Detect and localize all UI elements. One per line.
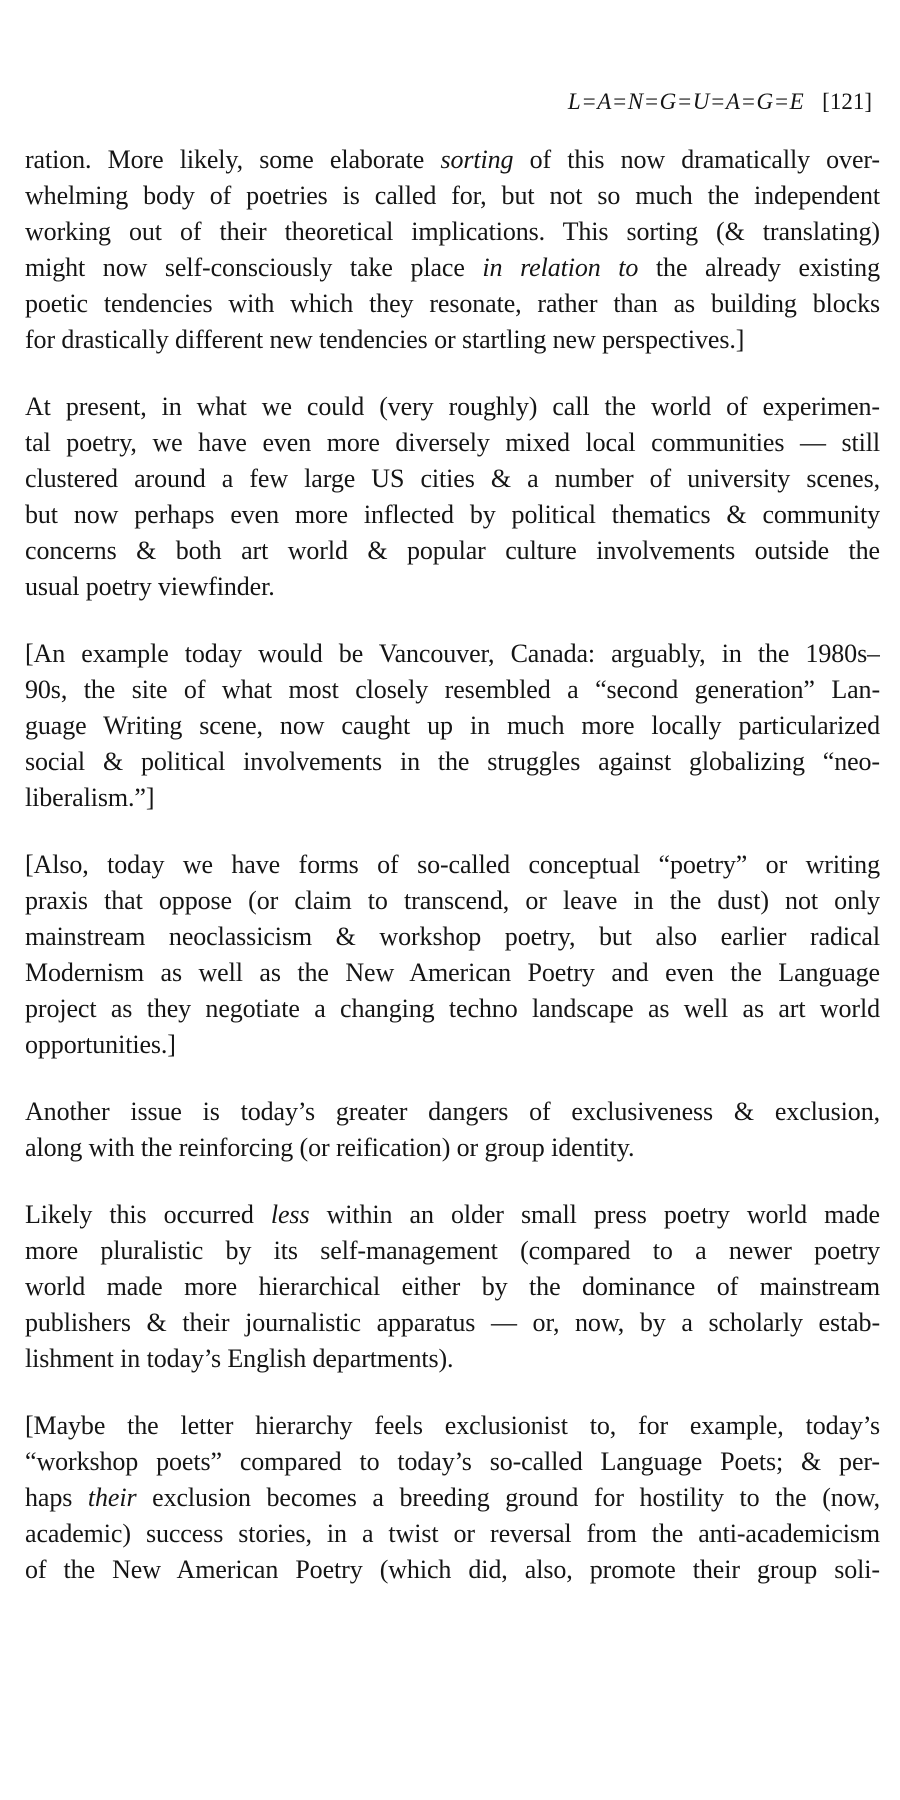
text-line	[25, 1027, 880, 1063]
text-segment: academic) success stories, in a twist or reversal from the anti-academicism	[25, 1519, 880, 1548]
text-segment: At present, in what we could (very roughly) call the world of experimen-	[25, 392, 880, 421]
text-line	[25, 1233, 880, 1269]
page-number: [121]	[822, 89, 872, 114]
text-segment: mainstream neoclassicism & workshop poetry, but also earlier radical	[25, 922, 880, 951]
paragraph	[25, 847, 880, 1063]
text-line	[25, 1130, 880, 1166]
italic-text: their	[87, 1483, 137, 1512]
text-segment: clustered around a few large US cities & a number of university scenes,	[25, 464, 880, 493]
text-segment: usual poetry viewfinder.	[25, 572, 275, 601]
text-segment: within an older small press poetry world made	[309, 1200, 880, 1229]
text-segment: world made more hierarchical either by the dominance of mainstream	[25, 1272, 880, 1301]
paragraph	[25, 636, 880, 816]
text-line	[25, 780, 880, 816]
text-line	[25, 1094, 880, 1130]
text-segment: 90s, the site of what most closely resembled a “second generation” Lan-	[25, 675, 880, 704]
text-line	[25, 672, 880, 708]
text-line	[25, 322, 880, 358]
italic-text: less	[270, 1200, 310, 1229]
text-segment: [An example today would be Vancouver, Canada: arguably, in the 1980s–	[25, 639, 880, 668]
text-line	[25, 991, 880, 1027]
text-line	[25, 1552, 880, 1588]
text-line	[25, 214, 880, 250]
paragraph	[25, 1408, 880, 1588]
text-line	[25, 533, 880, 569]
text-line	[25, 286, 880, 322]
text-line	[25, 847, 880, 883]
paragraph	[25, 389, 880, 605]
text-segment: haps	[25, 1483, 88, 1512]
text-line	[25, 1444, 880, 1480]
text-line	[25, 425, 880, 461]
text-line	[25, 883, 880, 919]
text-segment: Likely this occurred	[25, 1200, 271, 1229]
text-segment: guage Writing scene, now caught up in much more locally particularized	[25, 711, 880, 740]
text-segment: [Maybe the letter hierarchy feels exclusionist to, for example, today’s	[25, 1411, 880, 1440]
text-segment: whelming body of poetries is called for, but not so much the independent	[25, 181, 880, 210]
text-segment: publishers & their journalistic apparatus — or, now, by a scholarly estab-	[25, 1308, 880, 1337]
text-line	[25, 1408, 880, 1444]
text-segment: of the New American Poetry (which did, also, promote their group soli-	[25, 1555, 880, 1584]
text-segment: opportunities.]	[25, 1030, 176, 1059]
text-segment: ration. More likely, some elaborate	[25, 145, 441, 174]
text-line	[25, 1341, 880, 1377]
text-line	[25, 1197, 880, 1233]
journal-title: L=A=N=G=U=A=G=E	[567, 89, 805, 114]
text-segment: but now perhaps even more inflected by political thematics & community	[25, 500, 880, 529]
text-segment: the already existing	[638, 253, 880, 282]
text-line	[25, 569, 880, 605]
text-segment: Modernism as well as the New American Poetry and even the Language	[25, 958, 880, 987]
text-segment: concerns & both art world & popular culture involvements outside the	[25, 536, 880, 565]
italic-text: in relation to	[482, 253, 639, 282]
text-line	[25, 178, 880, 214]
italic-text: sorting	[440, 145, 514, 174]
text-line	[25, 744, 880, 780]
text-line	[25, 461, 880, 497]
paragraph	[25, 142, 880, 358]
text-segment: exclusion becomes a breeding ground for hostility to the (now,	[136, 1483, 880, 1512]
text-line	[25, 1305, 880, 1341]
text-segment: more pluralistic by its self-management (compared to a newer poetry	[25, 1236, 880, 1265]
text-segment: “workshop poets” compared to today’s so-called Language Poets; & per-	[25, 1447, 880, 1476]
text-segment: lishment in today’s English departments).	[25, 1344, 454, 1373]
text-line	[25, 389, 880, 425]
text-segment: project as they negotiate a changing techno landscape as well as art world	[25, 994, 880, 1023]
paragraph	[25, 1094, 880, 1166]
text-segment: along with the reinforcing (or reification) or group identity.	[25, 1133, 635, 1162]
text-segment: [Also, today we have forms of so-called conceptual “poetry” or writing	[25, 850, 880, 879]
text-line	[25, 142, 880, 178]
text-line	[25, 1516, 880, 1552]
text-segment: liberalism.”]	[25, 783, 155, 812]
text-line	[25, 636, 880, 672]
text-line	[25, 1269, 880, 1305]
running-header	[25, 88, 872, 116]
paragraph	[25, 1197, 880, 1377]
text-segment: poetic tendencies with which they resonate, rather than as building blocks	[25, 289, 880, 318]
text-line	[25, 497, 880, 533]
text-line	[25, 708, 880, 744]
body-text	[25, 142, 880, 1588]
text-line	[25, 955, 880, 991]
text-segment: Another issue is today’s greater dangers of exclusiveness & exclusion,	[25, 1097, 880, 1126]
text-segment: of this now dramatically over-	[513, 145, 880, 174]
text-segment: for drastically different new tendencies or startling new perspectives.]	[25, 325, 745, 354]
text-segment: social & political involvements in the struggles against globalizing “neo-	[25, 747, 880, 776]
text-line	[25, 919, 880, 955]
text-line	[25, 1480, 880, 1516]
text-segment: praxis that oppose (or claim to transcend, or leave in the dust) not only	[25, 886, 880, 915]
text-segment: working out of their theoretical implications. This sorting (& translating)	[25, 217, 880, 246]
text-segment: tal poetry, we have even more diversely mixed local communities — still	[25, 428, 880, 457]
text-segment: might now self-consciously take place	[25, 253, 483, 282]
text-line	[25, 250, 880, 286]
